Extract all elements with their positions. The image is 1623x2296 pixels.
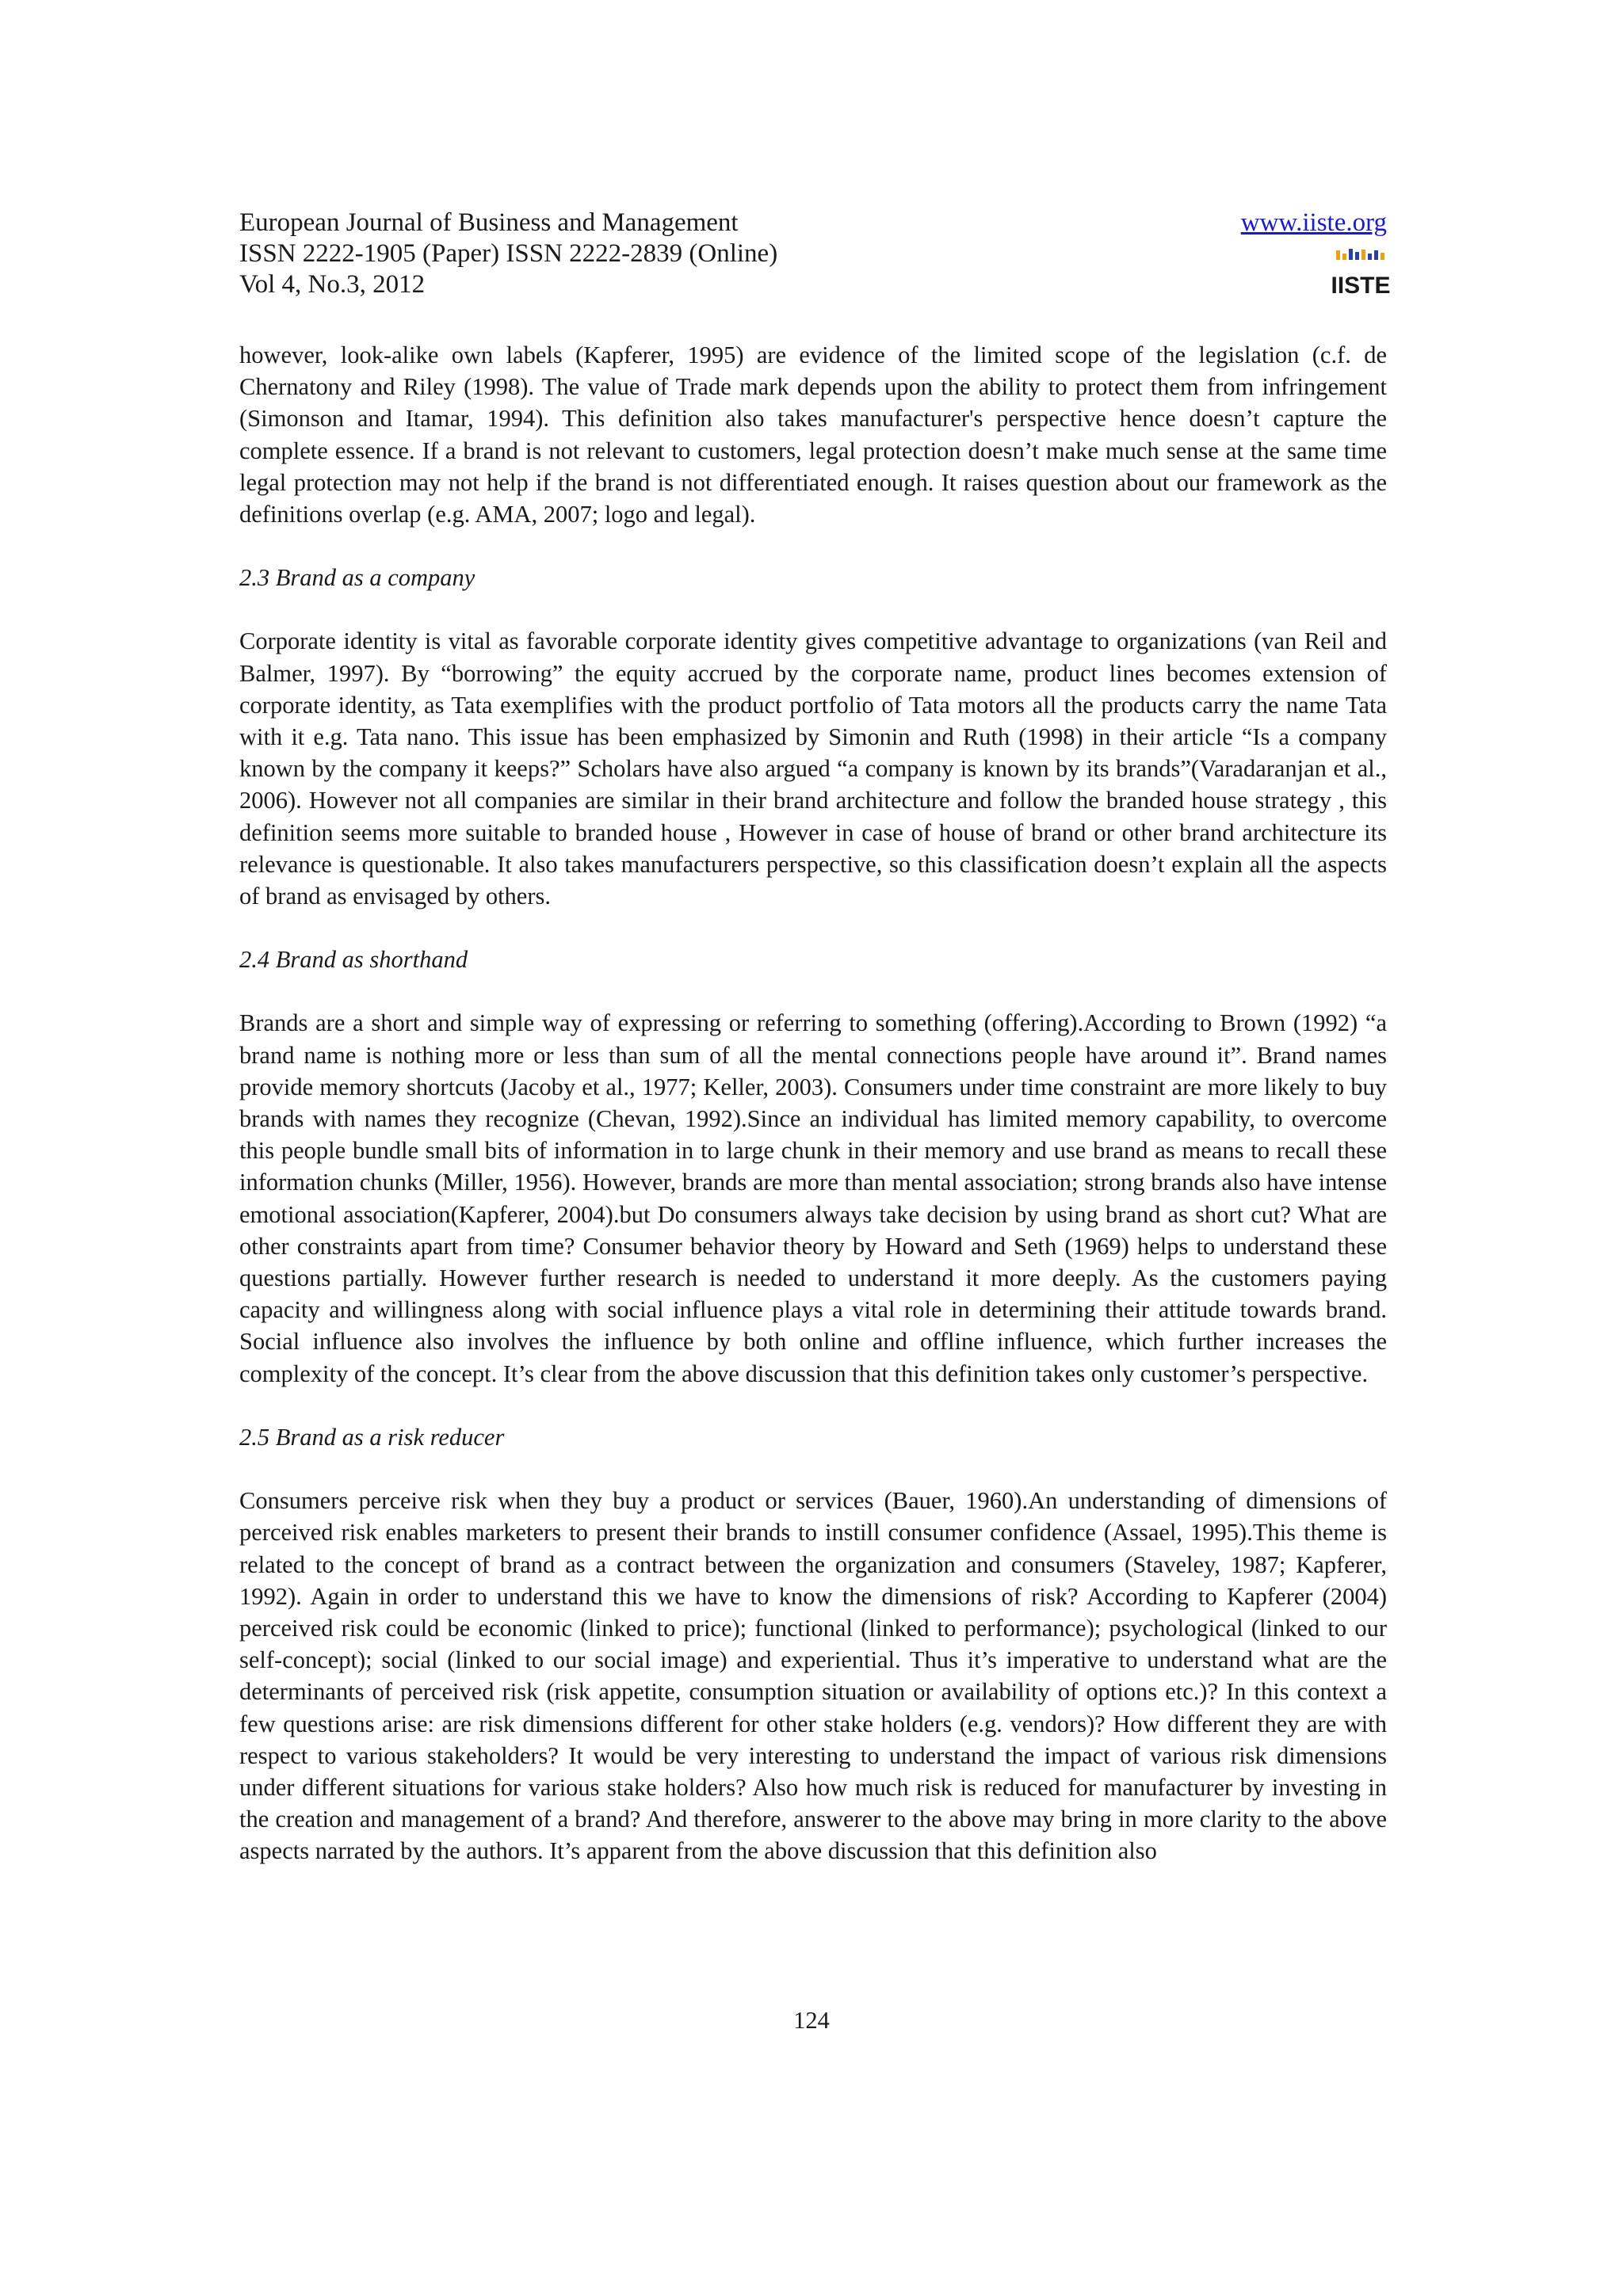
journal-info — [239, 208, 1387, 300]
page-header — [239, 208, 1391, 300]
page-number: 124 — [793, 2007, 830, 2034]
paragraph-brand-as-risk-reducer: Consumers perceive risk when they buy a product or services (Bauer, 1960).An understanding of dimensions of perceived risk enables marketers to present their brands to instill consumer confidence (Assael, 1995).This theme is related to the concept of brand as a contract between the organization and consumers (Staveley, 1987; Kapferer, 1992). Again in order to understand this we have to know the dimensions of risk? According to Kapferer (2004) perceived risk could be economic (linked to price); functional (linked to performance); psychological (linked to our self-concept); social (linked to our social image) and experiential. Thus it’s imperative to understand what are the determinants of perceived risk (risk appetite, consumption situation or availability of options etc.)? In this context a few questions arise: are risk dimensions different for other stake holders (e.g. vendors)? How different they are with respect to various stakeholders? It would be very interesting to understand the impact of various risk dimensions under different situations for various stake holders? Also how much risk is reduced for manufacturer by investing in the creation and management of a brand? And therefore, answerer to the above may bring in more clarity to the above aspects narrated by the authors. It’s apparent from the above discussion that this definition also — [239, 1487, 1387, 1865]
paragraph-brand-as-company: Corporate identity is vital as favorable corporate identity gives competitive advantage to organizations (van Reil and Balmer, 1997). By “borrowing” the equity accrued by the corporate name, product lines becomes extension of corporate identity, as Tata exemplifies with the product portfolio of Tata motors all the products carry the name Tata with it e.g. Tata nano. This issue has been emphasized by Simonin and Ruth (1998) in their article “Is a company known by the company it keeps?” Scholars have also argued “a company is known by its brands”(Varadaranjan et al., 2006). However not all companies are similar in their brand architecture and follow the branded house strategy , this definition seems more suitable to branded house , However in case of house of brand or other brand architecture its relevance is questionable. It also takes manufacturers perspective, so this classification doesn’t explain all the aspects of brand as envisaged by others. — [239, 627, 1387, 910]
section-heading-brand-as-company: 2.3 Brand as a company — [239, 564, 475, 592]
section-heading-brand-as-shorthand: 2.4 Brand as shorthand — [239, 946, 468, 974]
section-heading-brand-as-risk-reducer: 2.5 Brand as a risk reducer — [239, 1423, 505, 1451]
paragraph-brand-as-shorthand: Brands are a short and simple way of expressing or referring to something (offering).According to Brown (1992) “a brand name is nothing more or less than sum of all the mental connections people have around it”. Brand names provide memory shortcuts (Jacoby et al., 1977; Keller, 2003). Consumers under time constraint are more likely to buy brands with names they recognize (Chevan, 1992).Since an individual has limited memory capability, to overcome this people bundle small bits of information in to large chunk in their memory and use brand as means to recall these information chunks (Miller, 1956). However, brands are more than mental association; strong brands also have intense emotional association(Kapferer, 2004).but Do consumers always take decision by using brand as short cut? What are other constraints apart from time? Consumer behavior theory by Howard and Seth (1969) helps to understand these questions partially. However further research is needed to understand it more deeply. As the customers paying capacity and willingness along with social influence plays a vital role in determining their attitude towards brand. Social influence also involves the influence by both online and offline influence, which further increases the complexity of the concept. It’s clear from the above discussion that this definition takes only customer’s perspective. — [239, 1009, 1387, 1387]
article-body — [239, 339, 1387, 1867]
journal-website-link[interactable]: www.iiste.org — [1240, 208, 1387, 237]
paragraph-legal-protection: however, look-alike own labels (Kapferer, 1995) are evidence of the limited scope of the legislation (c.f. de Chernatony and Riley (1998). The value of Trade mark depends upon the ability to protect them from infringement (Simonson and Itamar, 1994). This definition also takes manufacturer's perspective hence doesn’t capture the complete essence. If a brand is not relevant to customers, legal protection doesn’t make much sense at the same time legal protection may not help if the brand is not differentiated enough. It raises question about our framework as the definitions overlap (e.g. AMA, 2007; logo and legal). — [239, 341, 1387, 528]
journal-issn: ISSN 2222-1905 (Paper) ISSN 2222-2839 (Online) — [239, 239, 778, 268]
iiste-logo — [1331, 247, 1391, 299]
journal-title: European Journal of Business and Management — [239, 208, 739, 237]
logo-lettering: IISTE — [1331, 273, 1391, 299]
journal-volume: Vol 4, No.3, 2012 — [239, 270, 426, 299]
